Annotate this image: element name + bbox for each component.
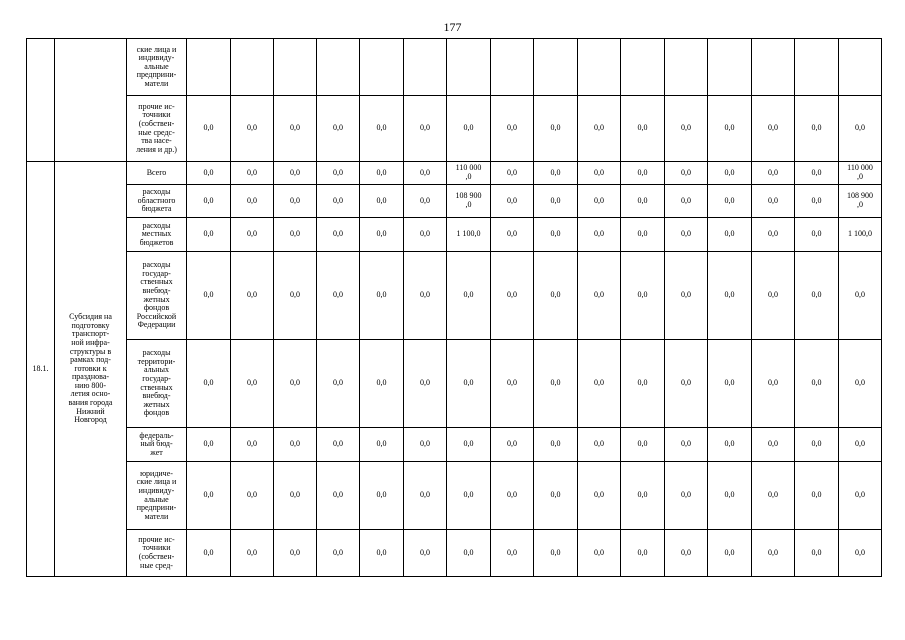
value-cell: 0,0 bbox=[360, 96, 404, 162]
value-cell: 0,0 bbox=[795, 530, 839, 577]
value-cell: 0,0 bbox=[187, 462, 231, 530]
value-cell: 0,0 bbox=[578, 530, 621, 577]
value-cell: 0,0 bbox=[708, 428, 752, 462]
value-cell: 0,0 bbox=[360, 218, 404, 252]
value-cell: 0,0 bbox=[665, 428, 708, 462]
value-cell: 0,0 bbox=[665, 185, 708, 218]
value-cell: 0,0 bbox=[752, 462, 795, 530]
value-cell: 0,0 bbox=[491, 340, 534, 428]
table-row bbox=[27, 530, 882, 577]
value-cell: 0,0 bbox=[231, 462, 274, 530]
value-cell: 0,0 bbox=[447, 462, 491, 530]
value-cell: 0,0 bbox=[795, 340, 839, 428]
value-cell: 0,0 bbox=[708, 462, 752, 530]
value-cell: 0,0 bbox=[404, 530, 447, 577]
value-cell: 0,0 bbox=[534, 218, 578, 252]
value-cell: 110 000 ,0 bbox=[447, 162, 491, 185]
value-cell: 0,0 bbox=[447, 530, 491, 577]
value-cell: 0,0 bbox=[534, 252, 578, 340]
value-cell: 0,0 bbox=[404, 428, 447, 462]
value-cell bbox=[187, 39, 231, 96]
value-cell: 0,0 bbox=[491, 96, 534, 162]
source-cell: прочие ис- точники (собствен- ные средс- тва насе- ления и др.) bbox=[127, 96, 187, 162]
value-cell: 0,0 bbox=[447, 428, 491, 462]
source-cell: расходы областного бюджета bbox=[127, 185, 187, 218]
value-cell: 1 100,0 bbox=[839, 218, 882, 252]
value-cell: 0,0 bbox=[621, 96, 665, 162]
value-cell: 0,0 bbox=[621, 462, 665, 530]
value-cell bbox=[578, 39, 621, 96]
value-cell: 0,0 bbox=[274, 340, 317, 428]
value-cell: 0,0 bbox=[491, 462, 534, 530]
value-cell bbox=[491, 39, 534, 96]
item-name: Субсидия на подготовку транспорт- ной инфра- структуры в рамках под- готовки к празднова- нию 800- летия осно- вания города Нижний Новгород bbox=[55, 162, 127, 577]
row-name-cell bbox=[55, 39, 127, 162]
value-cell: 0,0 bbox=[795, 162, 839, 185]
row-number-cell bbox=[27, 39, 55, 162]
value-cell: 0,0 bbox=[447, 96, 491, 162]
value-cell: 0,0 bbox=[534, 96, 578, 162]
value-cell: 0,0 bbox=[578, 185, 621, 218]
value-cell: 0,0 bbox=[839, 96, 882, 162]
value-cell: 0,0 bbox=[317, 96, 360, 162]
value-cell: 0,0 bbox=[534, 530, 578, 577]
value-cell: 0,0 bbox=[621, 252, 665, 340]
value-cell: 0,0 bbox=[708, 96, 752, 162]
value-cell bbox=[534, 39, 578, 96]
value-cell: 0,0 bbox=[752, 340, 795, 428]
value-cell: 0,0 bbox=[231, 428, 274, 462]
value-cell: 0,0 bbox=[274, 185, 317, 218]
value-cell: 0,0 bbox=[708, 252, 752, 340]
value-cell: 0,0 bbox=[404, 462, 447, 530]
value-cell bbox=[839, 39, 882, 96]
value-cell: 108 900 ,0 bbox=[839, 185, 882, 218]
table-row bbox=[27, 39, 882, 96]
table-row bbox=[27, 96, 882, 162]
value-cell: 0,0 bbox=[360, 185, 404, 218]
value-cell: 0,0 bbox=[317, 252, 360, 340]
value-cell: 0,0 bbox=[578, 340, 621, 428]
value-cell bbox=[621, 39, 665, 96]
value-cell: 0,0 bbox=[578, 218, 621, 252]
value-cell: 0,0 bbox=[274, 252, 317, 340]
value-cell: 0,0 bbox=[274, 428, 317, 462]
value-cell: 0,0 bbox=[187, 162, 231, 185]
value-cell: 0,0 bbox=[534, 185, 578, 218]
page-number: 177 bbox=[443, 20, 462, 34]
value-cell: 0,0 bbox=[665, 162, 708, 185]
value-cell: 0,0 bbox=[795, 96, 839, 162]
value-cell: 0,0 bbox=[447, 252, 491, 340]
value-cell: 0,0 bbox=[317, 340, 360, 428]
value-cell bbox=[404, 39, 447, 96]
value-cell: 0,0 bbox=[360, 462, 404, 530]
value-cell: 0,0 bbox=[360, 162, 404, 185]
table-row bbox=[27, 162, 882, 185]
value-cell bbox=[317, 39, 360, 96]
value-cell: 0,0 bbox=[534, 462, 578, 530]
value-cell: 108 900 ,0 bbox=[447, 185, 491, 218]
value-cell: 0,0 bbox=[752, 96, 795, 162]
value-cell: 0,0 bbox=[708, 340, 752, 428]
value-cell: 0,0 bbox=[274, 162, 317, 185]
value-cell: 0,0 bbox=[534, 162, 578, 185]
value-cell: 0,0 bbox=[708, 162, 752, 185]
value-cell: 0,0 bbox=[317, 428, 360, 462]
source-cell: расходы местных бюджетов bbox=[127, 218, 187, 252]
value-cell: 0,0 bbox=[491, 185, 534, 218]
value-cell: 0,0 bbox=[578, 162, 621, 185]
value-cell: 0,0 bbox=[231, 162, 274, 185]
source-cell: расходы территори- альных государ- ственных внебюд- жетных фондов bbox=[127, 340, 187, 428]
table-row bbox=[27, 185, 882, 218]
source-cell: расходы государ- ственных внебюд- жетных фондов Российской Федерации bbox=[127, 252, 187, 340]
value-cell: 0,0 bbox=[231, 340, 274, 428]
value-cell: 0,0 bbox=[795, 185, 839, 218]
value-cell: 0,0 bbox=[752, 162, 795, 185]
value-cell: 0,0 bbox=[231, 252, 274, 340]
value-cell: 0,0 bbox=[491, 218, 534, 252]
value-cell: 0,0 bbox=[187, 428, 231, 462]
value-cell bbox=[795, 39, 839, 96]
value-cell: 0,0 bbox=[360, 530, 404, 577]
value-cell: 0,0 bbox=[621, 162, 665, 185]
value-cell bbox=[447, 39, 491, 96]
value-cell: 0,0 bbox=[187, 340, 231, 428]
table-body bbox=[27, 39, 882, 577]
source-cell: федераль- ный бюд- жет bbox=[127, 428, 187, 462]
value-cell: 0,0 bbox=[491, 530, 534, 577]
value-cell: 0,0 bbox=[447, 340, 491, 428]
value-cell: 0,0 bbox=[404, 162, 447, 185]
value-cell: 0,0 bbox=[578, 252, 621, 340]
table-row bbox=[27, 218, 882, 252]
value-cell: 0,0 bbox=[274, 462, 317, 530]
value-cell: 0,0 bbox=[665, 530, 708, 577]
value-cell: 0,0 bbox=[752, 428, 795, 462]
value-cell: 0,0 bbox=[752, 530, 795, 577]
value-cell: 0,0 bbox=[317, 218, 360, 252]
value-cell: 0,0 bbox=[231, 96, 274, 162]
value-cell: 0,0 bbox=[534, 340, 578, 428]
value-cell: 0,0 bbox=[360, 340, 404, 428]
value-cell bbox=[274, 39, 317, 96]
value-cell: 0,0 bbox=[491, 162, 534, 185]
value-cell: 0,0 bbox=[665, 340, 708, 428]
value-cell: 0,0 bbox=[752, 252, 795, 340]
value-cell: 0,0 bbox=[187, 218, 231, 252]
table-row bbox=[27, 340, 882, 428]
value-cell: 0,0 bbox=[404, 340, 447, 428]
value-cell: 0,0 bbox=[708, 185, 752, 218]
value-cell: 0,0 bbox=[795, 252, 839, 340]
value-cell: 0,0 bbox=[231, 530, 274, 577]
value-cell: 0,0 bbox=[839, 462, 882, 530]
value-cell: 0,0 bbox=[708, 530, 752, 577]
value-cell bbox=[231, 39, 274, 96]
value-cell: 0,0 bbox=[665, 96, 708, 162]
value-cell: 0,0 bbox=[317, 162, 360, 185]
value-cell: 0,0 bbox=[839, 252, 882, 340]
value-cell: 110 000 ,0 bbox=[839, 162, 882, 185]
value-cell: 0,0 bbox=[795, 428, 839, 462]
value-cell: 0,0 bbox=[621, 340, 665, 428]
value-cell: 0,0 bbox=[534, 428, 578, 462]
value-cell: 0,0 bbox=[839, 428, 882, 462]
value-cell: 0,0 bbox=[752, 218, 795, 252]
value-cell: 0,0 bbox=[317, 530, 360, 577]
value-cell: 0,0 bbox=[491, 252, 534, 340]
value-cell: 0,0 bbox=[404, 218, 447, 252]
value-cell: 0,0 bbox=[665, 462, 708, 530]
value-cell bbox=[360, 39, 404, 96]
value-cell bbox=[665, 39, 708, 96]
value-cell: 0,0 bbox=[360, 428, 404, 462]
value-cell: 0,0 bbox=[839, 340, 882, 428]
table-row bbox=[27, 462, 882, 530]
value-cell: 0,0 bbox=[274, 218, 317, 252]
value-cell: 0,0 bbox=[665, 218, 708, 252]
value-cell: 0,0 bbox=[317, 462, 360, 530]
table-row bbox=[27, 252, 882, 340]
source-cell: прочие ис- точники (собствен- ные сред- bbox=[127, 530, 187, 577]
value-cell bbox=[752, 39, 795, 96]
value-cell: 0,0 bbox=[274, 96, 317, 162]
item-number: 18.1. bbox=[27, 162, 55, 577]
value-cell: 0,0 bbox=[621, 185, 665, 218]
value-cell: 0,0 bbox=[187, 252, 231, 340]
source-cell: юридиче- ские лица и индивиду- альные предприни- матели bbox=[127, 462, 187, 530]
value-cell: 0,0 bbox=[404, 185, 447, 218]
value-cell: 0,0 bbox=[274, 530, 317, 577]
value-cell: 0,0 bbox=[621, 530, 665, 577]
value-cell: 0,0 bbox=[360, 252, 404, 340]
value-cell: 0,0 bbox=[317, 185, 360, 218]
value-cell bbox=[708, 39, 752, 96]
value-cell: 0,0 bbox=[795, 462, 839, 530]
value-cell: 0,0 bbox=[231, 218, 274, 252]
value-cell: 0,0 bbox=[187, 185, 231, 218]
value-cell: 0,0 bbox=[621, 218, 665, 252]
value-cell: 0,0 bbox=[665, 252, 708, 340]
value-cell: 0,0 bbox=[708, 218, 752, 252]
budget-table bbox=[26, 38, 882, 577]
value-cell: 0,0 bbox=[839, 530, 882, 577]
value-cell: 0,0 bbox=[231, 185, 274, 218]
value-cell: 0,0 bbox=[578, 96, 621, 162]
table-row bbox=[27, 428, 882, 462]
value-cell: 0,0 bbox=[187, 96, 231, 162]
value-cell: 0,0 bbox=[752, 185, 795, 218]
source-cell: Всего bbox=[127, 162, 187, 185]
value-cell: 0,0 bbox=[491, 428, 534, 462]
value-cell: 0,0 bbox=[187, 530, 231, 577]
value-cell: 0,0 bbox=[404, 96, 447, 162]
value-cell: 0,0 bbox=[795, 218, 839, 252]
source-cell: ские лица и индивиду- альные предприни- матели bbox=[127, 39, 187, 96]
value-cell: 1 100,0 bbox=[447, 218, 491, 252]
value-cell: 0,0 bbox=[404, 252, 447, 340]
value-cell: 0,0 bbox=[621, 428, 665, 462]
value-cell: 0,0 bbox=[578, 462, 621, 530]
value-cell: 0,0 bbox=[578, 428, 621, 462]
